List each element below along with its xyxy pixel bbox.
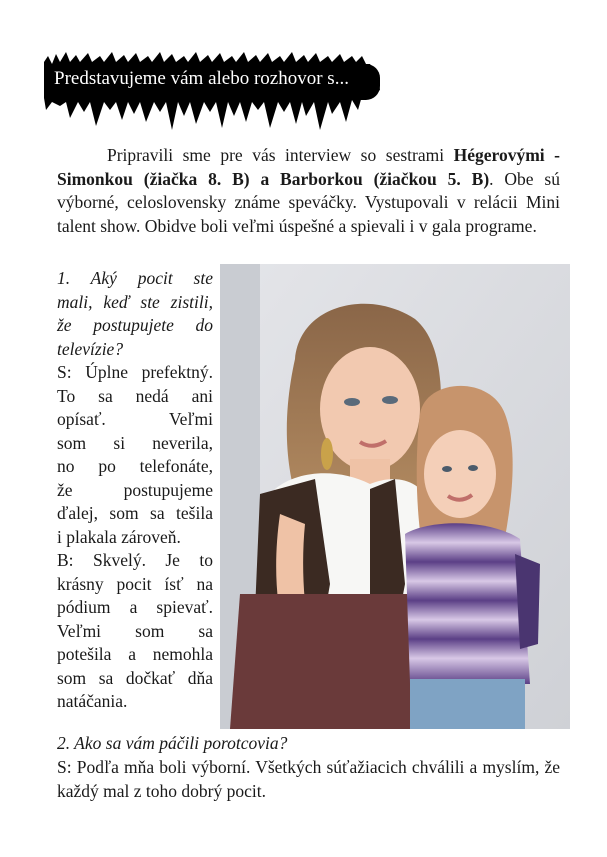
answer-b-line: krásny pocit ísť na: [57, 573, 213, 594]
banner-title: Predstavujeme vám alebo rozhovor s...: [54, 68, 349, 89]
question-2-text: 2. Ako sa vám páčili porotcovia?: [57, 733, 288, 753]
section-banner: [40, 50, 385, 135]
question-1-line: 1. Aký pocit ste: [57, 268, 213, 288]
intro-names: Hégerovými - Simonkou (žiačka 8. B) a Barborkou (žiačkou 5. B): [57, 145, 560, 189]
answer-s-line: no po telefonáte,: [57, 456, 213, 476]
answer-2-s: S: Podľa mňa boli výborní. Všetkých súťažiacich chválili a myslím, že každý mal z toho dobrý pocit.: [57, 757, 560, 801]
answer-s-line: S: Úplne prefektný.: [57, 362, 213, 382]
answer-b-line: natáčania.: [57, 691, 128, 711]
intro-text-end: . Obe sú výborné, celoslovensky známe speváčky. Vystupovali v relácii Mini talent show. Obidve boli veľmi úspešné a spievali i v gala programe.: [57, 168, 560, 236]
intro-text-start: Pripravili sme pre vás interview so sestrami: [107, 145, 454, 165]
answer-s-line: To sa nedá ani: [57, 385, 213, 406]
answer-s-line: ďalej, som sa tešila: [57, 503, 213, 523]
answer-b-line: som sa dočkať dňa: [57, 667, 213, 688]
question-1-column: [57, 267, 213, 714]
sisters-photo: [220, 264, 570, 729]
answer-s-line: i plakala zároveň.: [57, 526, 181, 547]
answer-s-line: opísať. Veľmi: [57, 409, 213, 429]
banner-shape: [40, 50, 385, 135]
intro-paragraph: [57, 144, 560, 238]
answer-s-line: že postupujeme: [57, 479, 213, 500]
question-1-line: že postupujete do: [57, 315, 213, 335]
answer-b-line: potešila a nemohla: [57, 644, 213, 664]
answer-b-line: Veľmi som sa: [57, 620, 213, 641]
answer-b-line: B: Skvelý. Je to: [57, 550, 213, 570]
question-2: [57, 732, 560, 756]
question-1-line: televízie?: [57, 338, 124, 359]
answer-s-line: som si neverila,: [57, 432, 213, 453]
answer-b-line: pódium a spievať.: [57, 597, 213, 617]
question-1-line: mali, keď ste zistili,: [57, 291, 213, 312]
